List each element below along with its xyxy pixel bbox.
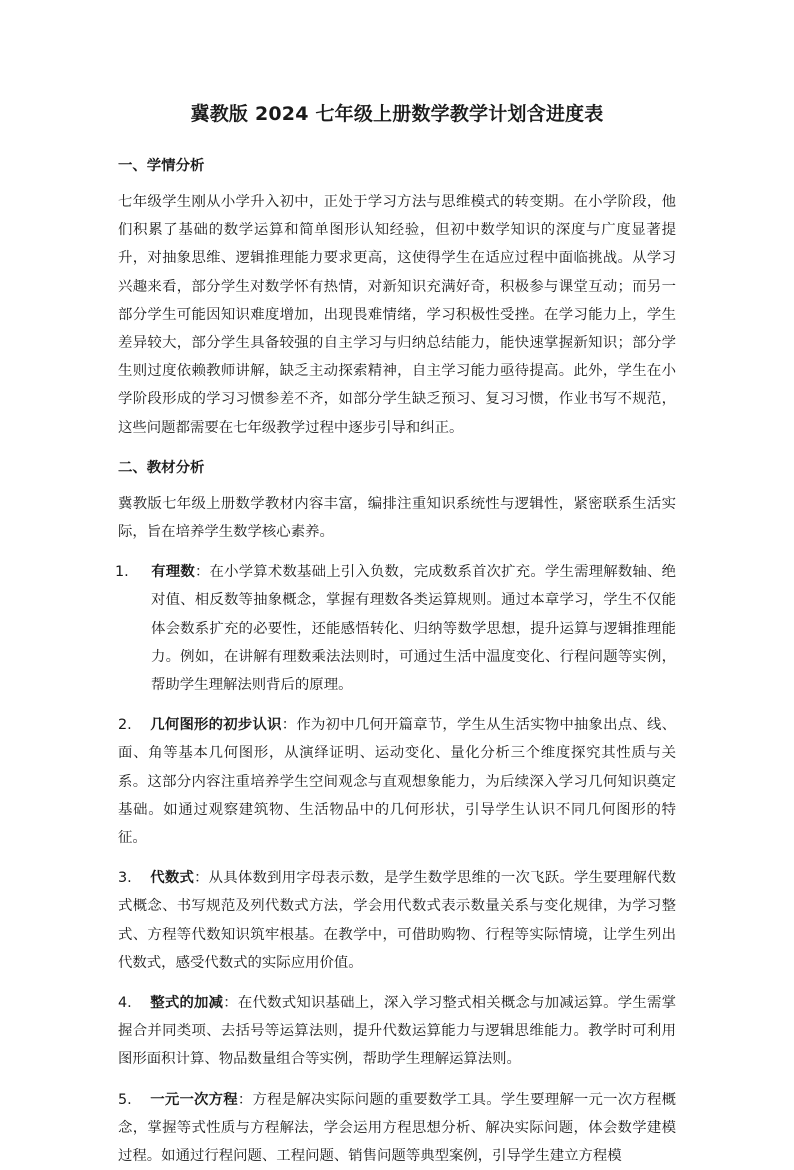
list-item-text: ：方程是解决实际问题的重要数学工具。学生要理解一元一次方程概念，掌握等式性质与方程解法，学会运用方程思想分析、解决实际问题，体会数学建模过程。如通过行程问题、工程问题、销售问题等典型案例，引导学生建立方程模 — [118, 1091, 676, 1165]
list-item — [118, 864, 676, 977]
textbook-intro-paragraph: 冀教版七年级上册数学教材内容丰富，编排注重知识系统性与逻辑性，紧密联系生活实际，旨在培养学生数学核心素养。 — [118, 495, 676, 541]
list-item-text: ：在小学算术数基础上引入负数，完成数系首次扩充。学生需理解数轴、绝对值、相反数等抽象概念，掌握有理数各类运算规则。通过本章学习，学生不仅能体会数系扩充的必要性，还能感悟转化、归纳等数学思想，提升运算与逻辑推理能力。例如，在讲解有理数乘法法则时，可通过生活中温度变化、行程问题等实例，帮助学生理解法则背后的原理。 — [151, 564, 676, 694]
list-item-text: ：在代数式知识基础上，深入学习整式相关概念与加减运算。学生需掌握合并同类项、去括号等运算法则，提升代数运算能力与逻辑思维能力。教学时可利用图形面积计算、物品数量组合等实例，帮助学生理解运算法则。 — [118, 995, 676, 1068]
list-item — [118, 989, 676, 1074]
list-item-number: 3. — [118, 870, 132, 887]
list-item — [118, 1086, 676, 1170]
list-item-number: 5. — [118, 1091, 132, 1108]
list-item-term: 几何图形的初步认识 — [150, 717, 282, 734]
list-item-number: 4. — [118, 995, 132, 1012]
list-item-number: 1. — [115, 564, 129, 581]
document-title: 冀教版 2024 七年级上册数学教学计划含进度表 — [190, 103, 604, 125]
list-item-term: 一元一次方程 — [150, 1091, 238, 1108]
list-item-number: 2. — [118, 717, 132, 734]
list-item-text: ：作为初中几何开篇章节，学生从生活实物中抽象出点、线、面、角等基本几何图形，从演绎证明、运动变化、量化分析三个维度探究其性质与关系。这部分内容注重培养学生空间观念与直观想象能力，为后续深入学习几何知识奠定基础。如通过观察建筑物、生活物品中的几何形状，引导学生认识不同几何图形的特征。 — [118, 717, 676, 847]
section-heading-textbook-analysis: 二、教材分析 — [118, 459, 205, 476]
section-heading-student-analysis: 一、学情分析 — [118, 158, 205, 174]
student-analysis-paragraph: 七年级学生刚从小学升入初中，正处于学习方法与思维模式的转变期。在小学阶段，他们积累了基础的数学运算和简单图形认知经验，但初中数学知识的深度与广度显著提升，对抽象思维、逻辑推理能力要求更高，这使得学生在适应过程中面临挑战。从学习兴趣来看，部分学生对数学怀有热情，对新知识充满好奇，积极参与课堂互动；而另一部分学生可能因知识难度增加，出现畏难情绪，学习积极性受挫。在学习能力上，学生差异较大，部分学生具备较强的自主学习与归纳总结能力，能快速掌握新知识；部分学生则过度依赖教师讲解，缺乏主动探索精神，自主学习能力亟待提高。此外，学生在小学阶段形成的学习习惯参差不齐，如部分学生缺乏预习、复习习惯，作业书写不规范，这些问题都需要在七年级教学过程中逐步引导和纠正。 — [118, 194, 676, 436]
list-item-text: ：从具体数到用字母表示数，是学生数学思维的一次飞跃。学生要理解代数式概念、书写规范及列代数式方法，学会用代数式表示数量关系与变化规律，为学习整式、方程等代数知识筑牢根基。在教学中，可借助购物、行程等实际情境，让学生列出代数式，感受代数式的实际应用价值。 — [118, 870, 676, 971]
list-item-term: 代数式 — [150, 870, 195, 887]
list-item-term: 有理数 — [151, 564, 195, 581]
list-item — [115, 558, 676, 699]
list-item — [118, 711, 676, 852]
list-item-term: 整式的加减 — [150, 995, 224, 1012]
